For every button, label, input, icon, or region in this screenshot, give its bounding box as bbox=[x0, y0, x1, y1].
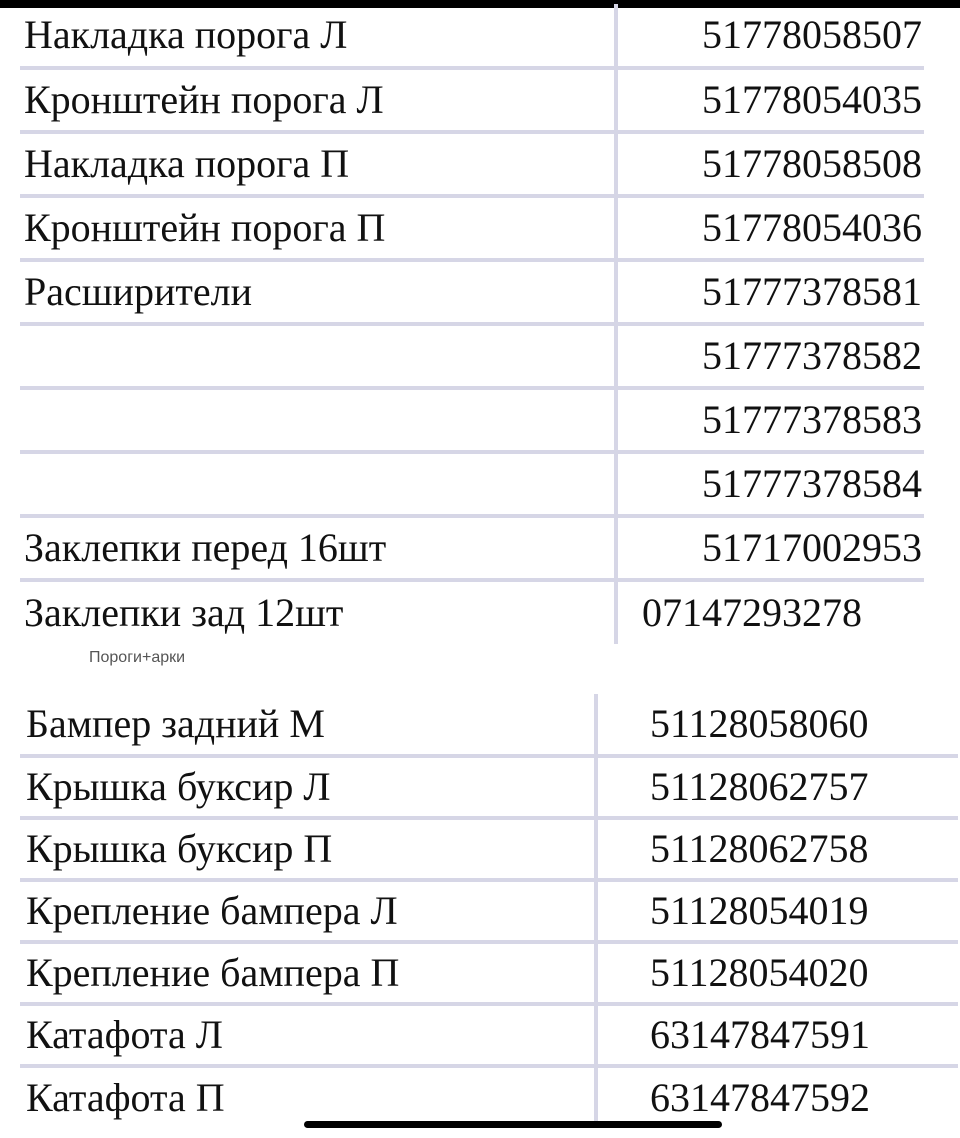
parts-table-rear-bumper bbox=[20, 694, 958, 1128]
part-name: Крепление бампера Л bbox=[20, 880, 596, 942]
image-caption: Пороги+арки bbox=[89, 649, 186, 666]
part-number: 63147847591 bbox=[596, 1004, 958, 1066]
part-name: Расширители bbox=[20, 260, 616, 324]
part-number: 51778054036 bbox=[616, 196, 924, 260]
part-number: 51777378582 bbox=[616, 324, 924, 388]
part-name bbox=[20, 324, 616, 388]
part-number: 51777378581 bbox=[616, 260, 924, 324]
table-row bbox=[20, 196, 924, 260]
part-number: 51128062757 bbox=[596, 756, 958, 818]
part-number: 51777378584 bbox=[616, 452, 924, 516]
part-number: 51778058507 bbox=[616, 4, 924, 68]
part-name: Бампер задний М bbox=[20, 694, 596, 756]
part-number: 51128054020 bbox=[596, 942, 958, 1004]
table-row bbox=[20, 516, 924, 580]
part-name: Крышка буксир П bbox=[20, 818, 596, 880]
part-name: Крепление бампера П bbox=[20, 942, 596, 1004]
part-number: 07147293278 bbox=[616, 580, 924, 644]
part-name bbox=[20, 452, 616, 516]
part-name: Заклепки зад 12шт bbox=[24, 590, 344, 635]
part-number: 63147847592 bbox=[596, 1066, 958, 1128]
part-number: 51717002953 bbox=[616, 516, 924, 580]
table-row bbox=[20, 880, 958, 942]
table-row bbox=[20, 580, 924, 644]
home-indicator[interactable] bbox=[304, 1121, 722, 1128]
part-number: 51778058508 bbox=[616, 132, 924, 196]
part-name: Катафота Л bbox=[20, 1004, 596, 1066]
part-name: Накладка порога Л bbox=[20, 4, 616, 68]
table-row bbox=[20, 388, 924, 452]
part-name: Кронштейн порога П bbox=[20, 196, 616, 260]
table-row bbox=[20, 324, 924, 388]
table-row bbox=[20, 1066, 958, 1128]
table-row bbox=[20, 4, 924, 68]
parts-table-sills-arches bbox=[20, 4, 924, 644]
part-number: 51128058060 bbox=[596, 694, 958, 756]
table-row bbox=[20, 694, 958, 756]
table-row bbox=[20, 818, 958, 880]
table-row bbox=[20, 942, 958, 1004]
part-name: Крышка буксир Л bbox=[20, 756, 596, 818]
part-number: 51778054035 bbox=[616, 68, 924, 132]
part-name bbox=[20, 388, 616, 452]
table-row bbox=[20, 452, 924, 516]
part-name: Катафота П bbox=[26, 1075, 225, 1120]
part-name: Кронштейн порога Л bbox=[20, 68, 616, 132]
table-row bbox=[20, 68, 924, 132]
table-row bbox=[20, 260, 924, 324]
part-number: 51777378583 bbox=[616, 388, 924, 452]
table-row bbox=[20, 756, 958, 818]
table-row bbox=[20, 132, 924, 196]
part-number: 51128054019 bbox=[596, 880, 958, 942]
table-row bbox=[20, 1004, 958, 1066]
part-name: Накладка порога П bbox=[20, 132, 616, 196]
part-name: Заклепки перед 16шт bbox=[20, 516, 616, 580]
part-number: 51128062758 bbox=[596, 818, 958, 880]
